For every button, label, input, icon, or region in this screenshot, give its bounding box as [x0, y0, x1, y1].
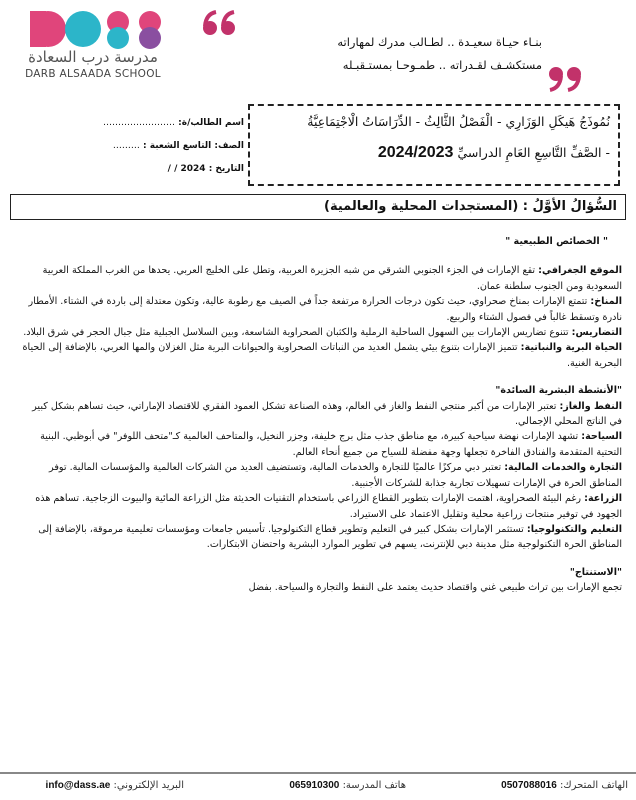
document-body — [18, 232, 622, 596]
logo-english-name: DARB ALSAADA SCHOOL — [25, 68, 161, 80]
exam-title-year: 2024/2023 — [377, 144, 454, 161]
quote-close-icon — [544, 62, 584, 92]
section-title-conclusion: "الاستنتاج" — [569, 566, 622, 578]
footer-mobile-value[interactable]: 0507088016 — [501, 780, 557, 791]
question-label: السُّؤالُ الأوَّلُ : — [522, 199, 617, 214]
paragraph-tourism — [18, 429, 622, 460]
label-terrain: التضاريس: — [571, 327, 622, 339]
paragraph-agriculture — [18, 491, 622, 522]
question-topic: (المستجدات المحلية والعالمية) — [324, 199, 519, 214]
footer-school-phone-value[interactable]: 065910300 — [289, 780, 340, 791]
student-info — [6, 118, 244, 187]
text-education: تستثمر الإمارات بشكل كبير في التعليم وتطوير قطاع التكنولوجيا. تأسيس جامعات ومؤسسات تعليمية مرموقة، بالإضافة إلى المناطق الحرة التكنولوجية مثل مدينة دبي للإنترنت، يسهم في تطوير الموارد البشرية واحتضان الابتكارات. — [38, 523, 622, 551]
question-heading — [10, 194, 626, 220]
section-title-natural: " الخصائص الطبيعية " — [505, 236, 608, 247]
paragraph-geo — [18, 263, 622, 294]
text-geo: تقع الإمارات في الجزء الجنوبي الشرقي من شبه الجزيرة العربية، وتطل على الخليج العربي. يحدها من الغرب المملكة العربية السعودية ومن الجنوب سلطنة عمان. — [42, 265, 622, 292]
class-field[interactable] — [6, 141, 244, 164]
footer-email-value[interactable]: info@dass.ae — [45, 780, 111, 791]
paragraph-education — [18, 522, 622, 553]
student-name-label: اسم الطالب/ة: — [178, 118, 244, 128]
date-field[interactable] — [6, 164, 244, 187]
student-name-field[interactable] — [6, 118, 244, 141]
footer-school-phone — [289, 780, 406, 791]
paragraph-climate — [18, 294, 622, 325]
exam-title-line-2 — [256, 144, 610, 162]
exam-title-line-1: نُمُوذَجُ هَيكَلِ الوَزَارِي - الْفَصْلُ الثَّالِثُ - الدِّرَاسَاتُ الْاجْتِمَاعِيَّةُ — [307, 114, 610, 129]
class-label: الصف: التاسع الشعبة : — [143, 141, 244, 151]
logo-letters-icon — [28, 8, 168, 50]
label-climate: المناخ: — [590, 296, 622, 308]
school-logo — [8, 6, 178, 86]
page-footer — [0, 772, 636, 798]
footer-mobile — [501, 780, 628, 791]
footer-school-phone-label: هاتف المدرسة: — [342, 780, 406, 791]
text-agriculture: رغم البيئة الصحراوية، اهتمت الإمارات بتطوير القطاع الزراعي باستخدام التقنيات الحديثة مثل الزراعة المائية والبيوت الزجاجية. تساهم هذه الجهود في توفير منتجات زراعية محلية وتقليل الاعتماد على الاستيراد. — [35, 493, 622, 520]
paragraph-terrain — [18, 325, 622, 340]
label-oil: النفط والغاز: — [559, 400, 622, 412]
paragraph-wildlife — [18, 340, 622, 371]
paragraph-oil — [18, 399, 622, 430]
slogan-line-1: بنـاء حيـاة سعيـدة .. لطـالب مدرك لمهاراته — [337, 35, 542, 49]
label-geo: الموقع الجغرافي: — [538, 265, 622, 277]
exam-title-grade: - الصَّفِّ التَّاسِعِ العَامِ الدراسيِّ — [457, 145, 610, 160]
footer-mobile-label: الهاتف المتحرك: — [559, 780, 628, 791]
footer-email — [46, 780, 184, 791]
text-tourism: تشهد الإمارات نهضة سياحية كبيرة، مع مناطق جذب مثل برج خليفة، وجزر النخيل، والمتاحف العالمية كـ"متحف اللوفر" في أبوظبي. البنية التحتية المتقدمة والفنادق الفاخرة تجعلها وجهة مفضلة للسياح من جميع أنحاء العالم. — [40, 431, 622, 458]
text-oil: تعتبر الإمارات من أكبر منتجي النفط والغاز في العالم، وهذه الصناعة تشكل العمود الفقري للاقتصاد الإماراتي، حيث تساهم بشكل كبير في الناتج المحلي الإجمالي. — [32, 400, 622, 428]
label-trade: التجارة والخدمات المالية: — [504, 462, 622, 474]
text-terrain: تتنوع تضاريس الإمارات بين السهول الساحلية الرملية والكثبان الصحراوية الشاسعة، وبين السلاسل الجبلية مثل جبال الحجر في شرق البلاد. — [23, 327, 569, 339]
footer-email-label: البريد الإلكتروني: — [113, 780, 184, 791]
date-value: / / 2024 — [167, 164, 206, 174]
paragraph-conclusion: تجمع الإمارات بين تراث طبيعي غني واقتصاد حديث يعتمد على النفط والتجارة والسياحة. بفضل — [248, 582, 622, 594]
label-tourism: السياحة: — [581, 431, 622, 443]
class-dots: ……… — [112, 141, 140, 151]
section-title-activities: "الأنشطة البشرية السائدة" — [495, 385, 622, 397]
slogan-line-2: مستكشـف لقـدراته .. طمـوحـا بمستـقبـله — [342, 58, 542, 72]
label-education: التعليم والتكنولوجيا: — [526, 523, 622, 535]
label-agriculture: الزراعة: — [584, 493, 622, 505]
exam-title-box — [248, 104, 620, 186]
date-label: التاريخ : — [208, 164, 244, 174]
text-climate: تتمتع الإمارات بمناخ صحراوي، حيث تكون درجات الحرارة مرتفعة جداً في الصيف مع رطوبة عالية، وتكون معتدلة إلى باردة في الشتاء. الأمطار نادرة وتسقط غالباً في فصول الشتاء والربيع. — [28, 296, 622, 323]
logo-arabic-name: مدرسة درب السعادة — [28, 48, 158, 66]
paragraph-trade — [18, 460, 622, 491]
text-wildlife: تتميز الإمارات بتنوع بيئي يشمل العديد من النباتات الصحراوية والحيوانات البرية مثل الغزلان والمها العربي، بالإضافة إلى الحياة البحرية الغنية. — [22, 342, 622, 369]
label-wildlife: الحياة البرية والنباتية: — [520, 342, 622, 354]
text-trade: تعتبر دبي مركزًا عالميًا للتجارة والخدمات المالية، وتستضيف العديد من الشركات العالمية والمؤسسات المالية. توفر المناطق الحرة في الإمارات تسهيلات تجارية جذابة للشركات الأجنبية. — [49, 462, 622, 489]
student-name-dots: …………………… — [103, 118, 176, 128]
